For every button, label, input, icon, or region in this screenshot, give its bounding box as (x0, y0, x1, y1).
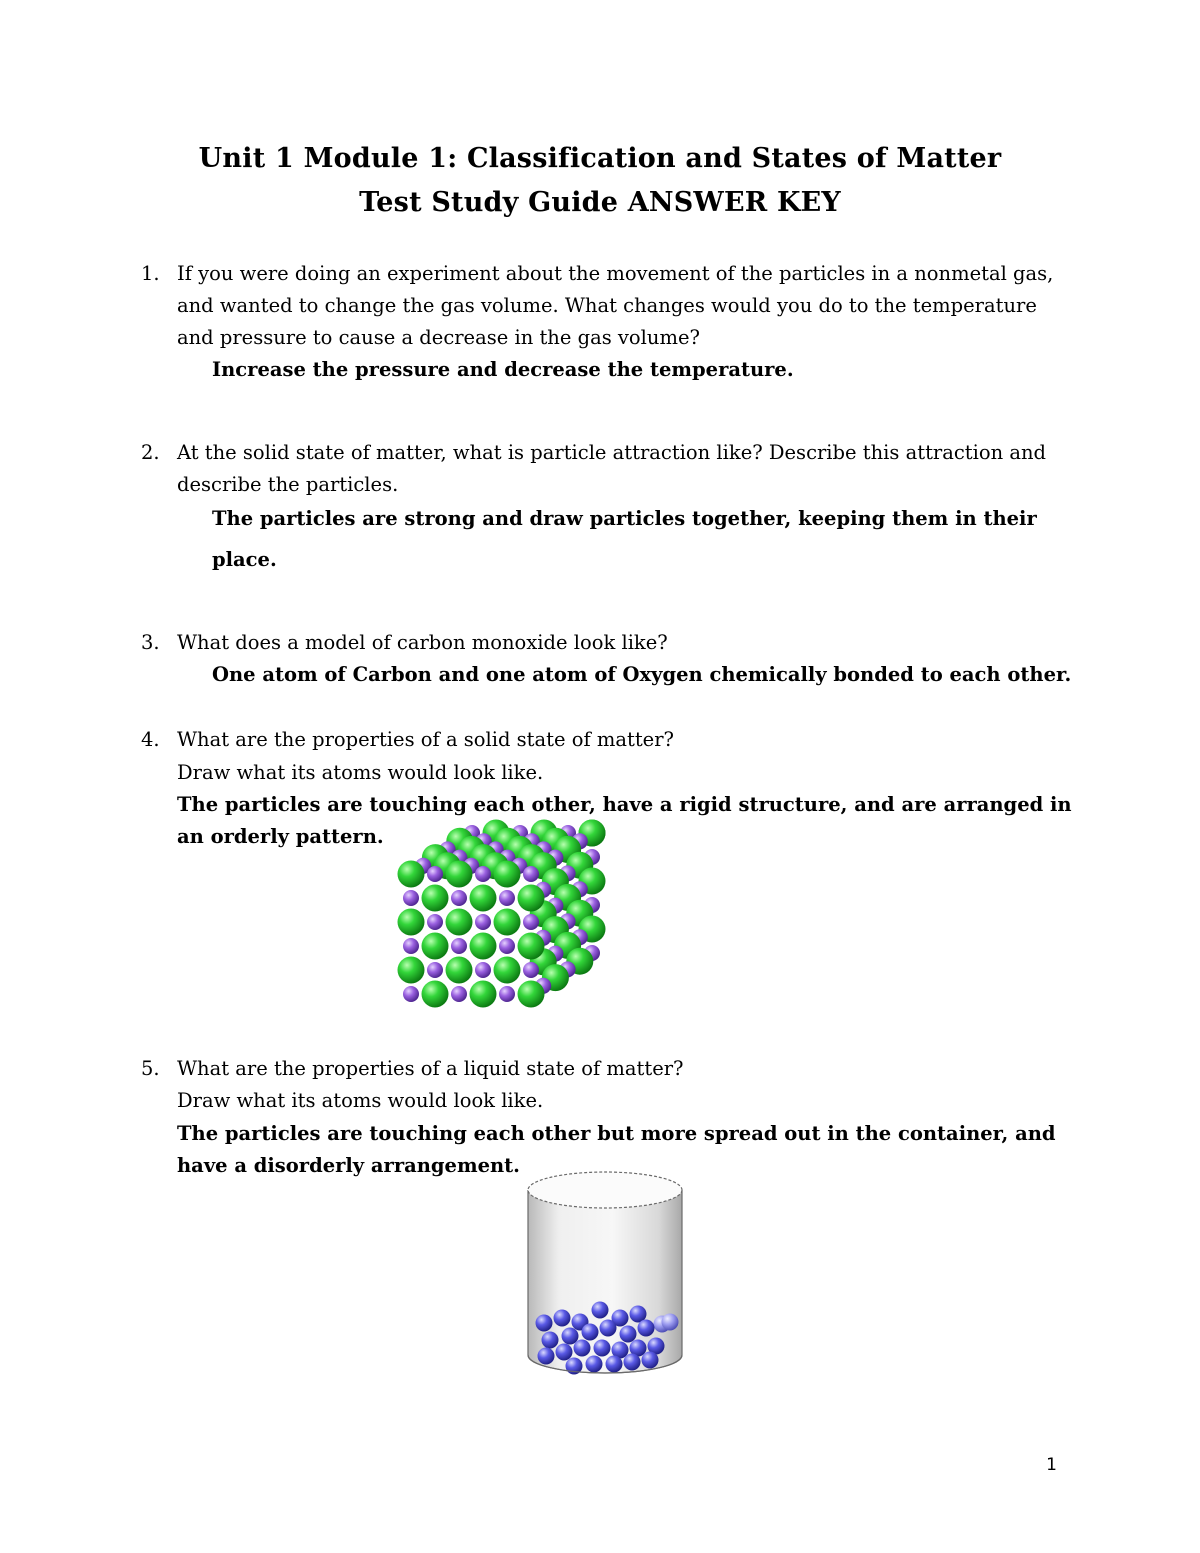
page-title: Unit 1 Module 1: Classification and States of Matter (198, 143, 1002, 174)
purple-atom (475, 866, 491, 882)
liquid-particle (638, 1320, 655, 1337)
green-atom (398, 861, 425, 888)
question-line: At the solid state of matter, what is particle attraction like? Describe this attraction and (177, 441, 1047, 464)
purple-atom (427, 914, 443, 930)
green-atom (494, 909, 521, 936)
answer-line: The particles are touching each other but more spread out in the container, and (177, 1122, 1056, 1145)
page-subtitle: Test Study Guide ANSWER KEY (359, 187, 841, 218)
answer-line: place. (212, 548, 277, 571)
answer-line: One atom of Carbon and one atom of Oxygen chemically bonded to each other. (212, 663, 1072, 686)
question-line: What does a model of carbon monoxide look like? (177, 631, 668, 654)
question-line: and pressure to cause a decrease in the gas volume? (177, 326, 700, 349)
liquid-particle (574, 1340, 591, 1357)
purple-atom (451, 890, 467, 906)
purple-atom (523, 866, 539, 882)
purple-atom (499, 938, 515, 954)
purple-atom (523, 962, 539, 978)
liquid-particle (592, 1302, 609, 1319)
green-atom (470, 933, 497, 960)
answer-line: The particles are strong and draw particles together, keeping them in their (212, 507, 1037, 530)
green-atom (494, 957, 521, 984)
green-atom (446, 861, 473, 888)
liquid-particle (562, 1328, 579, 1345)
purple-atom (403, 938, 419, 954)
question-line: Draw what its atoms would look like. (177, 761, 544, 784)
question-line: Draw what its atoms would look like. (177, 1089, 544, 1112)
page-number: 1 (1046, 1455, 1057, 1475)
liquid-particle (624, 1354, 641, 1371)
question-number: 4. (141, 728, 160, 751)
question-line: describe the particles. (177, 473, 399, 496)
green-atom (518, 885, 545, 912)
liquid-particle (538, 1348, 555, 1365)
green-atom (398, 909, 425, 936)
purple-atom (523, 914, 539, 930)
answer-line: have a disorderly arrangement. (177, 1154, 520, 1177)
purple-atom (427, 866, 443, 882)
crystal-lattice-icon (395, 822, 635, 1037)
green-atom (422, 981, 449, 1008)
green-atom (470, 885, 497, 912)
liquid-particle (536, 1315, 553, 1332)
liquid-particle (662, 1314, 679, 1331)
liquid-particle (554, 1310, 571, 1327)
liquid-particle (556, 1344, 573, 1361)
question-line: If you were doing an experiment about the movement of the particles in a nonmetal gas, (177, 262, 1054, 285)
question-number: 1. (141, 262, 160, 285)
liquid-particle (620, 1326, 637, 1343)
liquid-particle (586, 1356, 603, 1373)
purple-atom (475, 914, 491, 930)
purple-atom (403, 986, 419, 1002)
answer-line: The particles are touching each other, have a rigid structure, and are arranged in (177, 793, 1072, 816)
beaker-with-particles-icon (520, 1160, 690, 1385)
question-number: 2. (141, 441, 160, 464)
purple-atom (499, 986, 515, 1002)
green-atom (446, 957, 473, 984)
question-line: and wanted to change the gas volume. What changes would you do to the temperature (177, 294, 1037, 317)
green-atom (518, 981, 545, 1008)
purple-atom (451, 938, 467, 954)
liquid-particle (542, 1332, 559, 1349)
question-line: What are the properties of a liquid state of matter? (177, 1057, 684, 1080)
purple-atom (451, 986, 467, 1002)
question-number: 5. (141, 1057, 160, 1080)
question-line: What are the properties of a solid state of matter? (177, 728, 674, 751)
green-atom (518, 933, 545, 960)
green-atom (494, 861, 521, 888)
purple-atom (403, 890, 419, 906)
purple-atom (427, 962, 443, 978)
answer-line: an orderly pattern. (177, 825, 384, 848)
green-atom (470, 981, 497, 1008)
question-number: 3. (141, 631, 160, 654)
green-atom (446, 909, 473, 936)
purple-atom (499, 890, 515, 906)
purple-atom (475, 962, 491, 978)
liquid-particle (594, 1340, 611, 1357)
green-atom (398, 957, 425, 984)
green-atom (422, 933, 449, 960)
green-atom (422, 885, 449, 912)
liquid-particle (642, 1352, 659, 1369)
answer-line: Increase the pressure and decrease the temperature. (212, 358, 794, 381)
liquid-particle (606, 1356, 623, 1373)
liquid-particle (582, 1324, 599, 1341)
liquid-particle (600, 1320, 617, 1337)
